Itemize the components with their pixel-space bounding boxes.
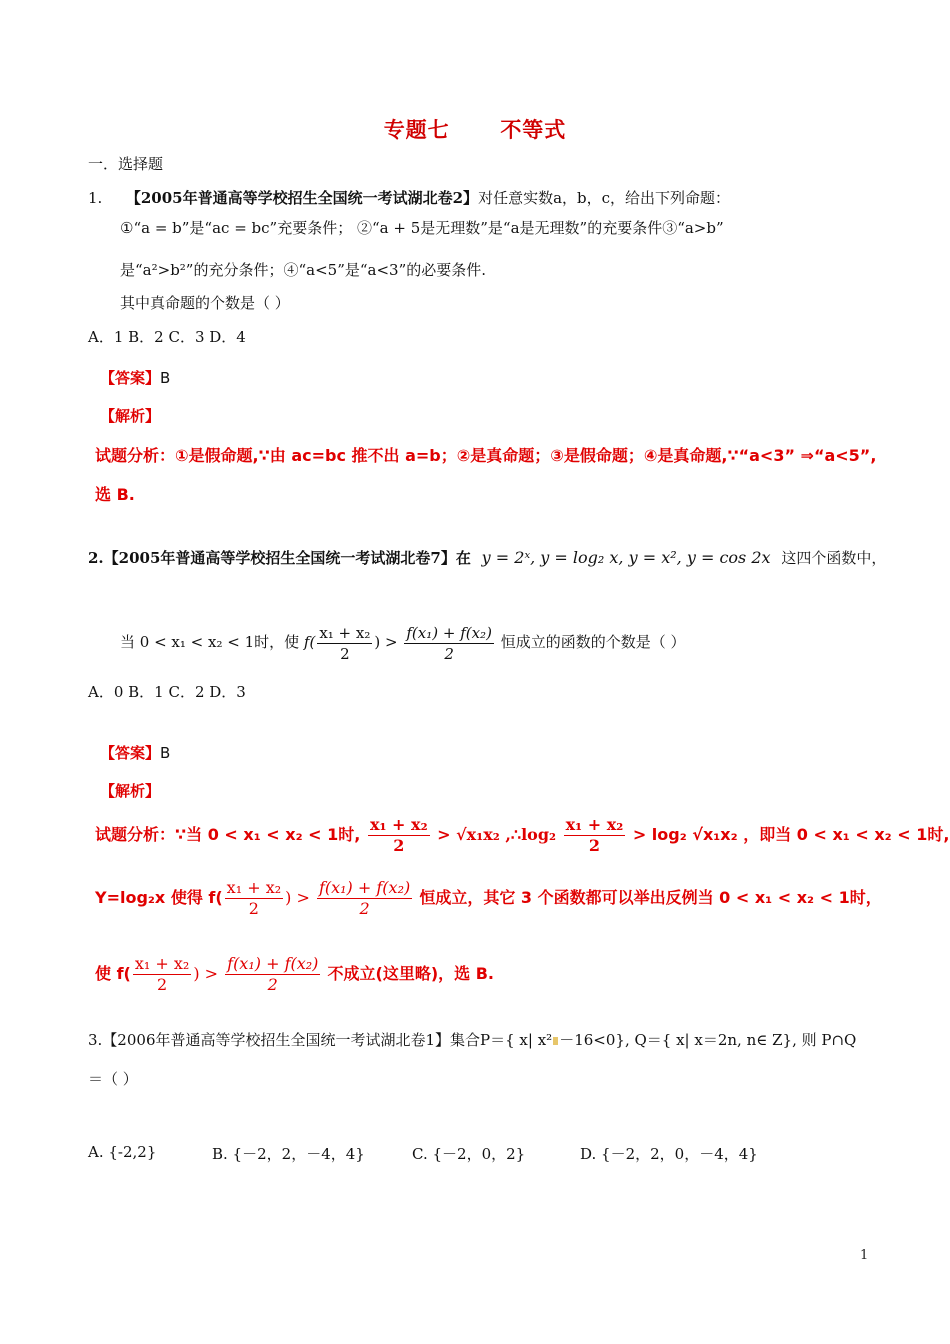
q2-analysis-line1 (95, 815, 949, 856)
q2-a2-fraction-1 (225, 878, 283, 919)
q2-a1-mid: > √x₁x₂ ,∴log₂ (437, 825, 557, 844)
q1-line4: 其中真命题的个数是（ ） (120, 294, 290, 312)
page-number: 1 (860, 1248, 869, 1263)
q1-line3: 是“a²>b²”的充分条件；④“a<5”是“a<3”的必要条件. (120, 261, 487, 279)
q2-a2-fraction-2-denominator: 2 (359, 899, 370, 918)
q2-fraction-1 (317, 623, 372, 664)
q1-analysis-label: 【解析】 (100, 407, 161, 425)
q2-a3-fraction-1-numerator: x₁ + x₂ (134, 954, 190, 973)
q3-option-a: A. {-2,2} (88, 1143, 157, 1161)
q2-answer-label: 【答案】 (100, 744, 161, 762)
q2-a2-post: 恒成立，其它 3 个函数都可以举出反例当 0 < x₁ < x₂ < 1时， (419, 888, 882, 907)
q2-a1-fraction-1-denominator: 2 (393, 836, 405, 855)
q2-fraction-1-denominator: 2 (340, 644, 350, 663)
q2-a2-pre: Y=log₂x 使得 f( (95, 888, 223, 907)
q2-a3-fraction-1-denominator: 2 (156, 975, 168, 994)
q2-a1-post: > log₂ √x₁x₂ ，即当 0 < x₁ < x₂ < 1时, (632, 825, 950, 844)
highlight-mark (553, 1037, 558, 1045)
q2-a2-fraction-1-denominator: 2 (248, 899, 259, 918)
q2-analysis-line3 (95, 954, 494, 995)
q3-option-d: D. {－2，2，0，－4，4} (580, 1145, 758, 1163)
q1-answer-label: 【答案】 (100, 369, 161, 387)
q2-a1-fraction-2 (564, 815, 626, 856)
q1-answer-value: B (160, 369, 171, 387)
q3-line2: ＝（ ） (88, 1070, 138, 1088)
q2-a2-fraction-2-numerator: f(x₁) + f(x₂) (318, 878, 411, 897)
q2-analysis-line2 (95, 878, 882, 919)
q2-a3-post: 不成立(这里略)，选 B. (327, 964, 494, 983)
q2-a2-mid: ) > (285, 888, 310, 907)
q3-option-c: C. {－2，0，2} (412, 1145, 526, 1163)
q2-analysis-label: 【解析】 (100, 782, 161, 800)
q2-a3-fraction-2 (225, 954, 320, 995)
section-heading: 一．选择题 (88, 155, 164, 173)
q2-condition (120, 622, 685, 664)
title-main: 专题七 (383, 118, 450, 142)
q2-cond-mid: ) > (374, 633, 398, 651)
q2-fraction-2-numerator: f(x₁) + f(x₂) (406, 623, 492, 642)
q2-a3-fraction-2-denominator: 2 (267, 975, 278, 994)
q1-number: 1. (88, 189, 103, 207)
q1-analysis-line1: 试题分析：①是假命题,∵由 ac=bc 推不出 a=b；②是真命题；③是假命题；④是真命题,∵“a<3” ⇒“a<5”, (95, 446, 877, 465)
page-title (0, 114, 950, 144)
q1-line2: ①“a = b”是“ac = bc”充要条件； ②“a + 5是无理数”是“a是无理数”的充要条件③“a>b” (120, 219, 724, 237)
q2-a3-fraction-2-numerator: f(x₁) + f(x₂) (227, 954, 319, 973)
q2-fraction-2 (404, 623, 494, 664)
q2-options: A．0 B．1 C．2 D．3 (88, 683, 246, 701)
q2-source: 2.【2005年普通高等学校招生全国统一考试湖北卷7】在 (88, 549, 471, 567)
q3-line1-a: 3.【2006年普通高等学校招生全国统一考试湖北卷1】集合P＝{ x| x² (88, 1031, 553, 1049)
q2-a1-fraction-2-numerator: x₁ + x₂ (565, 815, 624, 834)
q2-cond-pre: 当 0 < x₁ < x₂ < 1时，使 (120, 633, 300, 651)
q3-line1-b: －16<0}, Q＝{ x| x＝2n, n∈ Z}, 则 P∩Q (559, 1031, 857, 1049)
q2-cond-post: 恒成立的函数的个数是（ ） (500, 633, 686, 651)
q2-cond-f: f( (303, 633, 316, 651)
q2-a1-fraction-1 (368, 815, 430, 856)
q2-stem-end: 这四个函数中， (781, 549, 887, 567)
q1-header (88, 188, 730, 208)
q1-options: A．1 B．2 C．3 D．4 (88, 328, 246, 346)
q2-answer-value: B (160, 744, 171, 762)
q2-fraction-1-numerator: x₁ + x₂ (319, 623, 371, 642)
q2-a1-fraction-2-denominator: 2 (588, 836, 600, 855)
q2-functions: y = 2ˣ, y = log₂ x, y = x², y = cos 2x (481, 548, 771, 567)
q2-a3-fraction-1 (133, 954, 191, 995)
q2-a3-mid: ) > (193, 964, 219, 983)
q1-answer (100, 368, 170, 388)
q2-header (88, 548, 886, 568)
q2-a2-fraction-2 (317, 878, 412, 919)
q2-fraction-2-denominator: 2 (444, 644, 454, 663)
q2-answer (100, 743, 170, 763)
q1-source: 【2005年普通高等学校招生全国统一考试湖北卷2】 (125, 189, 479, 207)
q2-a1-pre: 试题分析：∵当 0 < x₁ < x₂ < 1时, (95, 825, 361, 844)
q3-line1 (88, 1030, 856, 1050)
title-sub: 不等式 (500, 118, 567, 142)
q2-a2-fraction-1-numerator: x₁ + x₂ (226, 878, 282, 897)
q2-a1-fraction-1-numerator: x₁ + x₂ (369, 815, 428, 834)
q1-stem: 对任意实数a，b，c，给出下列命题： (478, 189, 731, 207)
q1-analysis-line2: 选 B. (95, 485, 135, 504)
q2-a3-pre: 使 f( (95, 964, 131, 983)
q3-option-b: B. {－2，2，－4，4} (212, 1145, 365, 1163)
